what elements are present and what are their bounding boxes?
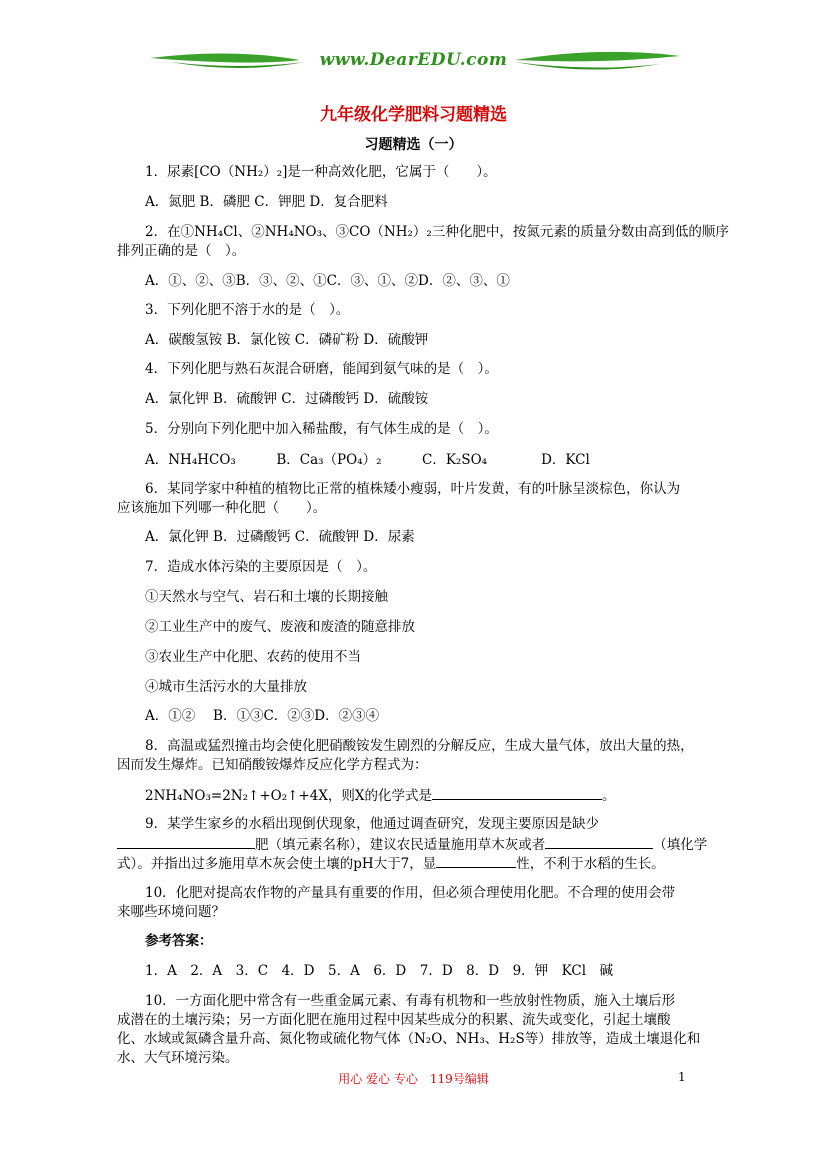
answer-blank[interactable]: [436, 854, 516, 868]
answer-10-line2: 成潜在的土壤污染；另一方面化肥在施用过程中因某些成分的积累、流失或变化，引起土壤酸: [117, 1012, 671, 1028]
question-8-line2: 因而发生爆炸。已知硝酸铵爆炸反应化学方程式为：: [117, 757, 428, 773]
question-7-item4: ④城市生活污水的大量排放: [145, 679, 307, 695]
question-10-line2: 来哪些环境问题？: [117, 904, 225, 920]
answers-heading: 参考答案：: [145, 933, 213, 949]
question-8-line1: 8．高温或猛烈撞击均会使化肥硝酸铵发生剧烈的分解反应，生成大量气体，放出大量的热，: [145, 738, 694, 754]
header-banner: [0, 40, 827, 88]
question-7-item3: ③农业生产中化肥、农药的使用不当: [145, 649, 361, 665]
question-8-equation: [145, 786, 745, 805]
equation-end: 。: [602, 788, 616, 804]
question-5-options: A．NH₄HCO₃ B．Ca₃（PO₄）₂ C．K₂SO₄ D．KCl: [145, 452, 590, 468]
answer-10-line1: 10．一方面化肥中常含有一些重金属元素、有毒有机物和一些放射性物质，施入土壤后形: [145, 993, 676, 1009]
answers-line1: 1．A 2．A 3．C 4．D 5．A 6．D 7．D 8．D 9．钾 KCl 碱: [145, 963, 614, 979]
question-7: 7．造成水体污染的主要原因是（ ）。: [145, 559, 377, 575]
footer-text: 用心 爱心 专心 119号编辑: [338, 1072, 489, 1086]
question-9-text: 性，不利于水稻的生长。: [516, 856, 665, 872]
question-6-options: A．氯化钾 B．过磷酸钙 C．硫酸钾 D．尿素: [145, 529, 415, 545]
question-9-text: （填化学: [653, 837, 708, 853]
document-title: 九年级化学肥料习题精选: [320, 105, 507, 125]
question-6-line2: 应该施加下列哪一种化肥（ ）。: [117, 500, 327, 516]
question-9-line3: [117, 854, 717, 873]
question-9-text: 肥（填元素名称），建议农民适量施用草木灰或者: [255, 837, 546, 853]
answer-blank[interactable]: [545, 835, 653, 849]
page-number: 1: [678, 1070, 686, 1084]
answer-10-line3: 化、水域或氮磷含量升高、氮化物或硫化物气体（N₂O、NH₃、H₂S等）排放等，造成土壤退化和: [117, 1031, 701, 1047]
answer-10-line4: 水、大气环境污染。: [117, 1050, 239, 1066]
section-title: 习题精选（一）: [364, 137, 463, 153]
question-2-line1: 2．在①NH₄Cl、②NH₄NO₃、③CO（NH₂）₂三种化肥中，按氮元素的质量分数由高到低的顺序: [145, 224, 729, 240]
question-9-line1: 9．某学生家乡的水稻出现倒伏现象，他通过调查研究，发现主要原因是缺少: [145, 816, 600, 832]
question-7-item2: ②工业生产中的废气、废液和废渣的随意排放: [145, 619, 415, 635]
question-10-line1: 10．化肥对提高农作物的产量具有重要的作用，但必须合理使用化肥。不合理的使用会带: [145, 885, 676, 901]
question-1: 1．尿素[CO（NH₂）₂]是一种高效化肥，它属于（ ）。: [145, 164, 497, 180]
question-9-line2: [117, 835, 717, 854]
question-5: 5．分别向下列化肥中加入稀盐酸，有气体生成的是（ ）。: [145, 421, 498, 437]
equation-text: 2NH₄NO₃=2N₂↑+O₂↑+4X，则X的化学式是: [145, 788, 433, 804]
answer-blank[interactable]: [117, 835, 255, 849]
question-9-text: 式）。并指出过多施用草木灰会使土壤的pH大于7，显: [117, 856, 437, 872]
question-3: 3．下列化肥不溶于水的是（ ）。: [145, 302, 350, 318]
question-4-options: A．氯化钾 B．硫酸钾 C．过磷酸钙 D．硫酸铵: [145, 391, 429, 407]
question-4: 4．下列化肥与熟石灰混合研磨，能闻到氨气味的是（ ）。: [145, 361, 498, 377]
answer-blank[interactable]: [432, 786, 602, 800]
question-3-options: A．碳酸氢铵 B．氯化铵 C．磷矿粉 D．硫酸钾: [145, 332, 429, 348]
question-7-options: A．①② B．①③C．②③D．②③④: [145, 708, 380, 724]
question-7-item1: ①天然水与空气、岩石和土壤的长期接触: [145, 589, 388, 605]
question-1-options: A．氮肥 B．磷肥 C．钾肥 D．复合肥料: [145, 194, 388, 210]
question-6-line1: 6．某同学家中种植的植物比正常的植株矮小瘦弱，叶片发黄，有的叶脉呈淡棕色，你认为: [145, 481, 681, 497]
question-2-options: A．①、②、③B．③、②、①C．③、①、②D．②、③、①: [145, 273, 510, 289]
question-2-line2: 排列正确的是（ ）。: [117, 243, 246, 259]
site-logo-text[interactable]: www.DearEDU.com: [319, 50, 508, 70]
